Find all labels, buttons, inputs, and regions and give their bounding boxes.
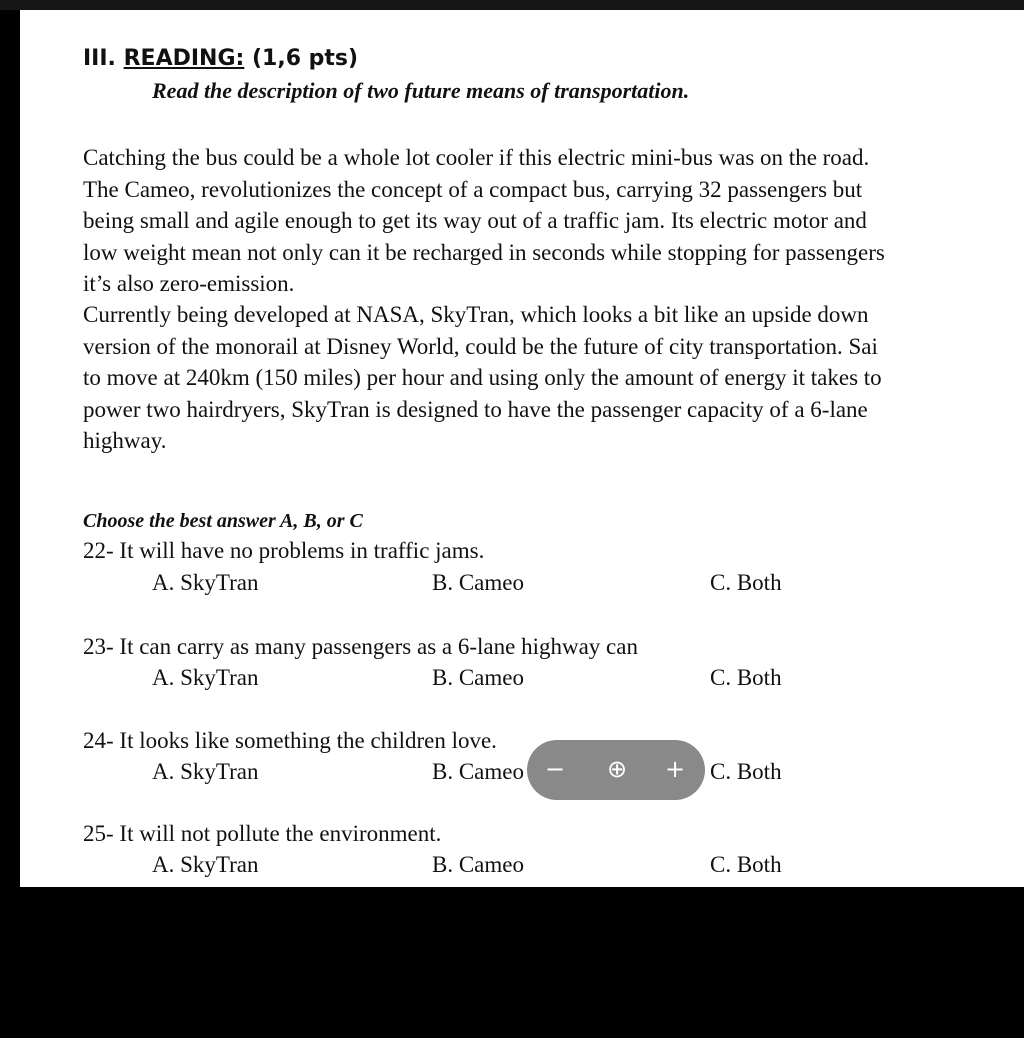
section-title: READING:: [123, 46, 245, 71]
question-24-option-a: A. SkyTran: [152, 759, 259, 784]
zoom-control: [527, 740, 705, 800]
section-heading: [83, 46, 358, 71]
question-25-option-a: A. SkyTran: [152, 852, 259, 877]
question-24-option-b: B. Cameo: [432, 759, 524, 784]
passage-line: low weight mean not only can it be recharged in seconds while stopping for passengers: [83, 239, 885, 265]
question-22-option-a: A. SkyTran: [152, 570, 259, 595]
question-23-option-c: C. Both: [710, 665, 782, 690]
passage-line: power two hairdryers, SkyTran is designed to have the passenger capacity of a 6-lane: [83, 396, 868, 422]
passage-paragraph-cameo: [83, 142, 885, 300]
passage-line: Catching the bus could be a whole lot cooler if this electric mini-bus was on the road.: [83, 145, 870, 170]
question-23: 23- It can carry as many passengers as a 6-lane highway can: [83, 634, 638, 659]
question-25-option-b: B. Cameo: [432, 852, 524, 877]
passage-line: The Cameo, revolutionizes the concept of a compact bus, carrying 32 passengers but: [83, 176, 863, 202]
question-23-option-b: B. Cameo: [432, 665, 524, 690]
question-22-option-c: C. Both: [710, 570, 782, 595]
zoom-reset-icon[interactable]: ⊕: [606, 755, 628, 783]
question-24-option-c: C. Both: [710, 759, 782, 784]
section-points: (1,6 pts): [251, 46, 359, 71]
zoom-out-button[interactable]: −: [544, 755, 566, 783]
zoom-in-button[interactable]: +: [664, 755, 686, 783]
passage-line: Currently being developed at NASA, SkyTran, which looks a bit like an upside down: [83, 302, 869, 327]
question-24: 24- It looks like something the children love.: [83, 728, 497, 753]
passage-paragraph-skytran: [83, 299, 882, 457]
document-page: [20, 10, 1024, 887]
quiz-instruction: Choose the best answer A, B, or C: [83, 510, 363, 532]
question-22-option-b: B. Cameo: [432, 570, 524, 595]
passage-line: to move at 240km (150 miles) per hour and using only the amount of energy it takes to: [83, 365, 882, 390]
passage-line: being small and agile enough to get its way out of a traffic jam. Its electric motor and: [83, 208, 867, 233]
question-22: 22- It will have no problems in traffic jams.: [83, 538, 485, 563]
reading-instruction: Read the description of two future means of transportation.: [152, 78, 690, 103]
question-25: 25- It will not pollute the environment.: [83, 821, 442, 846]
passage-line: version of the monorail at Disney World, could be the future of city transportation. Sai: [83, 333, 878, 359]
question-25-option-c: C. Both: [710, 852, 782, 877]
passage-line: it’s also zero-emission.: [83, 271, 295, 296]
question-23-option-a: A. SkyTran: [152, 665, 259, 690]
section-number: III.: [83, 46, 116, 71]
top-strip: [0, 0, 1024, 10]
passage-line: highway.: [83, 428, 167, 453]
